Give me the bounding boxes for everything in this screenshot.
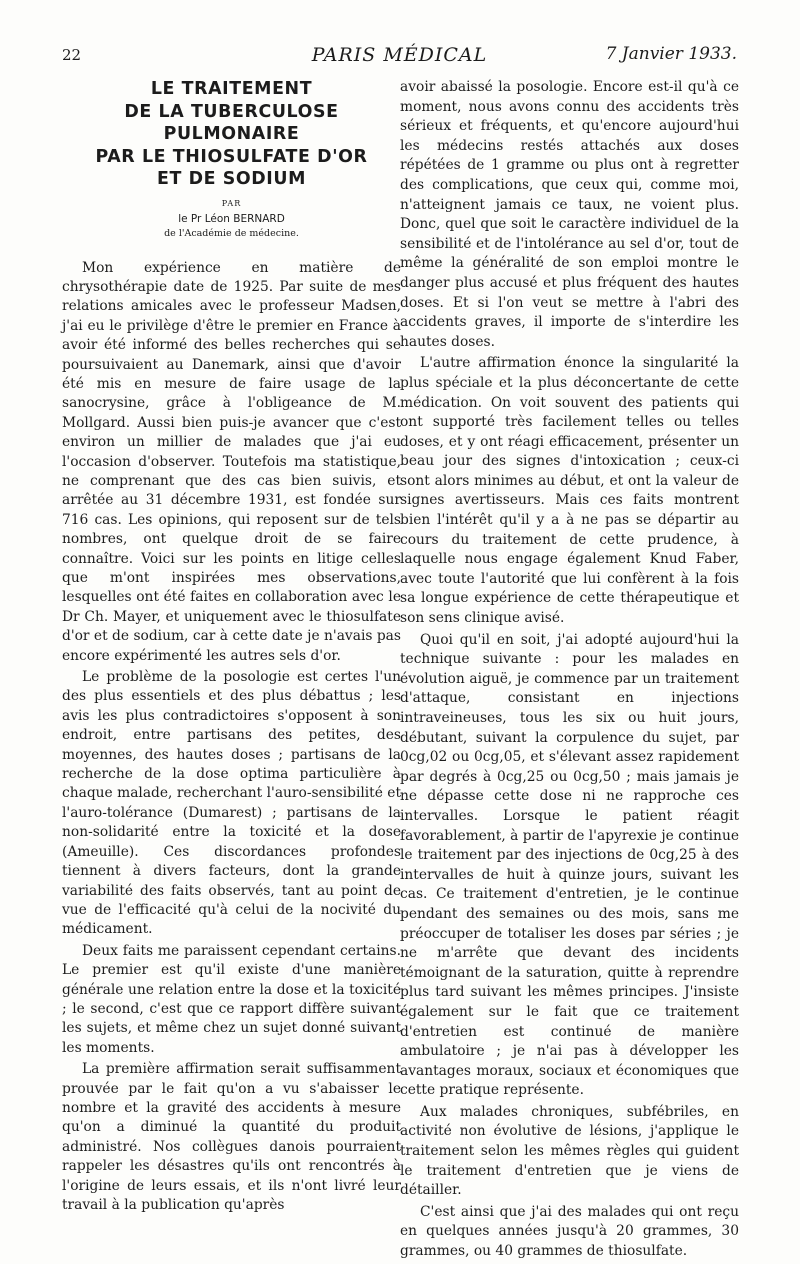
body-paragraph: Deux faits me paraissent cependant certains. Le premier est qu'il existe d'une manière générale une relation entre la dose et la toxicité ; le second, c'est que ce rapport diffère suivant les sujets, et même chez un sujet donné suivant les moments. [62, 942, 401, 1056]
body-paragraph: C'est ainsi que j'ai des malades qui ont reçu en quelques années jusqu'à 20 grammes, 30 grammes, ou 40 grammes de thiosulfate. [400, 1203, 739, 1260]
author-affiliation: de l'Académie de médecine. [164, 227, 299, 239]
title-line: PULMONAIRE [163, 124, 300, 144]
body-paragraph: Le problème de la posologie est certes l'un des plus essentiels et des plus débattus ; les avis les plus contradictoires s'opposent à son endroit, entre partisans des petites, des moyennes, des hautes doses ; partisans de la recherche de la dose optima particulière à chaque malade, recherchant l'auro-sensibilité et l'auro-tolérance (Dumarest) ; partisans de la non-solidarité entre la toxicité et la dose (Ameuille). Ces discordances profondes tiennent à divers facteurs, dont la grande variabilité des faits observés, tant au point de vue de l'efficacité qu'à celui de la nocivité du médicament. [62, 669, 401, 938]
title-line: ET DE SODIUM [156, 169, 306, 189]
body-paragraph: Mon expérience en matière de chrysothérapie date de 1925. Par suite de mes relations amicales avec le professeur Madsen, j'ai eu le privilège d'être le premier en France à avoir été informé des belles recherches qui se poursuivaient au Danemark, ainsi que d'avoir été mis en mesure de faire usage de la sanocrysine, grâce à l'obligeance de M. Mollgard. Aussi bien puis-je avancer que c'est environ un millier de malades que j'ai eu l'occasion d'observer. Toutefois ma statistique, ne comprenant que des cas bien suivis, et arrêtée au 31 décembre 1931, est fondée sur 716 cas. Les opinions, qui reposent sur de tels nombres, ont quelque droit de se faire connaître. Voici sur les points en litige celles que m'ont inspirées mes observations, lesquelles ont été faites en collaboration avec le Dr Ch. Mayer, et uniquement avec le thiosulfate d'or et de sodium, car à cette date je n'avais pas encore expérimenté les autres sels d'or. [62, 259, 401, 664]
title-line: LE TRAITEMENT [150, 79, 313, 99]
body-paragraph: L'autre affirmation énonce la singularité la plus spéciale et la plus déconcertante de cette médication. On voit souvent des patients qui ont supporté très facilement telles ou telles doses, et y ont réagi efficacement, présenter un beau jour des signes d'intoxication ; ceux-ci sont alors minimes au début, et ont la valeur de signes avertisseurs. Mais ces faits montrent bien l'intérêt qu'il y a à ne pas se départir au cours du traitement de cette prudence, à laquelle nous engage également Knud Faber, avec toute l'autorité que lui confèrent à la fois sa longue expérience de cette thérapeutique et son sens clinique avisé. [400, 355, 739, 627]
body-paragraph: La première affirmation serait suffisamment prouvée par le fait qu'on a vu s'abaisser le nombre et la gravité des accidents à mesure qu'on a diminué la quantité du produit administré. Nos collègues danois pourraient rappeler les désastres qu'ils ont rencontrés à l'origine de leurs essais, et ils n'ont livré leur travail à la publication qu'après [62, 1061, 401, 1213]
running-header [62, 44, 737, 72]
page-number: 22 [62, 46, 82, 64]
title-line: PAR LE THIOSULFATE D'OR [95, 146, 368, 167]
article-title [62, 78, 401, 191]
body-paragraph: Aux malades chroniques, subfébriles, en activité non évolutive de lésions, j'applique le traitement selon les mêmes règles qui guident le traitement d'entretien que je viens de détailler. [400, 1103, 739, 1199]
byline-par: PAR [221, 198, 242, 208]
body-paragraph: Quoi qu'il en soit, j'ai adopté aujourd'hui la technique suivante : pour les malades en évolution aiguë, je commence par un traitement d'attaque, consistant en injections intraveineuses, tous les six ou huit jours, débutant, suivant la corpulence du sujet, par 0cg,02 ou 0cg,05, et s'élevant assez rapidement par degrés à 0cg,25 ou 0cg,50 ; mais jamais je ne dépasse cette dose ni ne rapproche ces intervalles. Lorsque le patient réagit favorablement, à partir de l'apyrexie je continue le traitement par des injections de 0cg,25 à des intervalles de huit à quinze jours, suivant les cas. Ce traitement d'entretien, je le continue pendant des semaines ou des mois, sans me préoccuper de totaliser les doses par séries ; je ne m'arrête que devant des incidents témoignant de la saturation, quitte à reprendre plus tard suivant les mêmes principes. J'insiste également sur le fait que ce traitement d'entretien est continué de manière ambulatoire ; je n'ai pas à développer les avantages moraux, sociaux et économiques que cette pratique représente. [400, 631, 739, 1099]
body-paragraph: avoir abaissé la posologie. Encore est-il qu'à ce moment, nous avons connu des accidents très sérieux et fréquents, et qu'encore aujourd'hui les médecins restés attachés aux doses répétées de 1 gramme ou plus ont à regretter des complications, que ceux qui, comme moi, n'atteignent jamais ce taux, ne voient plus. Donc, quel que soit le caractère individuel de la sensibilité et de l'intolérance au sel d'or, tout de même la généralité de son emploi montre le danger plus accusé et plus fréquent des hautes doses. Et si l'on veut se mettre à l'abri des accidents graves, il importe de s'interdire les hautes doses. [400, 79, 739, 350]
right-column [400, 78, 739, 1264]
journal-title: PARIS MÉDICAL [311, 44, 488, 66]
left-column [62, 78, 401, 1217]
author-name: le Pr Léon BERNARD [178, 212, 285, 225]
issue-date: 7 Janvier 1933. [605, 44, 737, 64]
title-line: DE LA TUBERCULOSE [124, 101, 339, 122]
